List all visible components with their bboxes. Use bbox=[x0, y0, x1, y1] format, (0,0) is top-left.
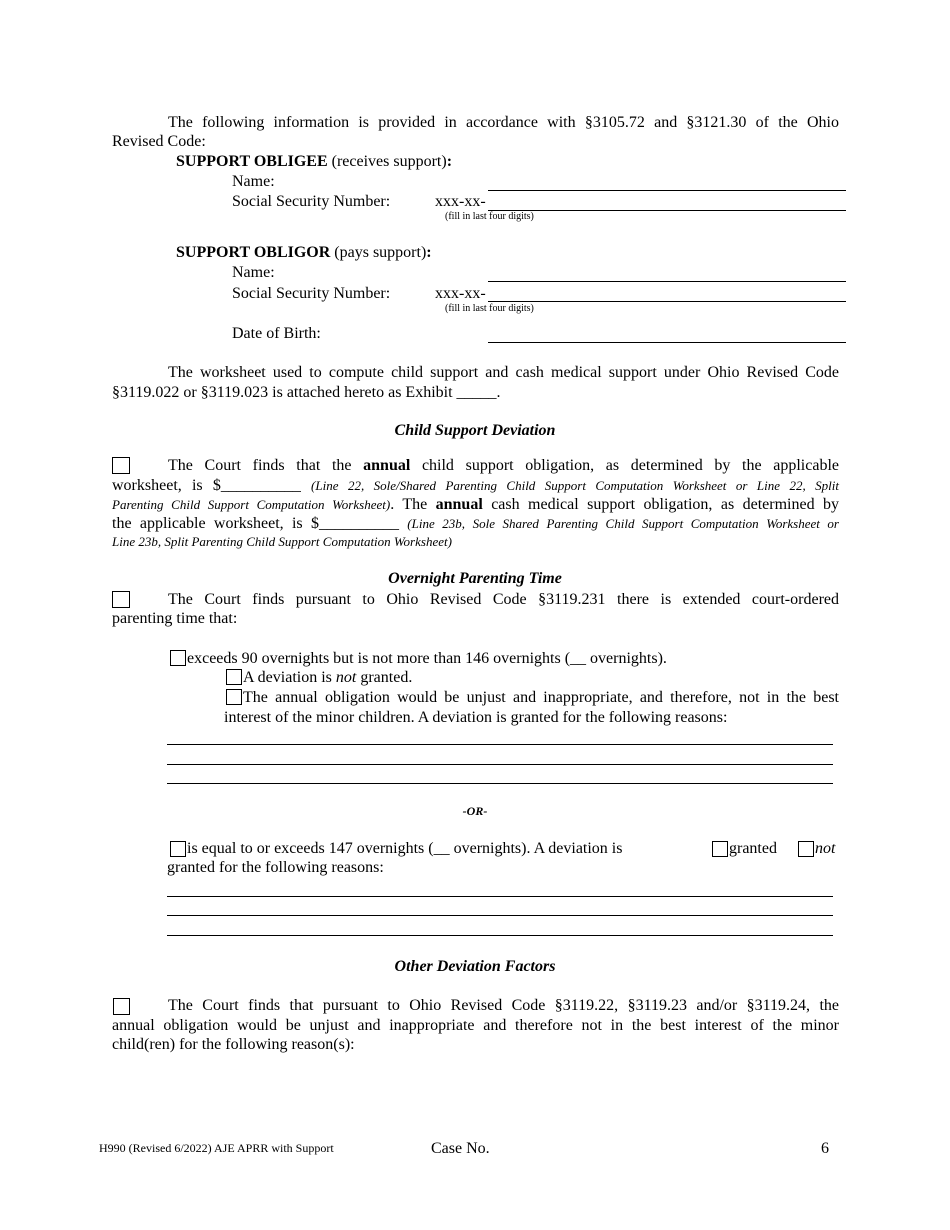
deviation-checkbox[interactable] bbox=[112, 457, 130, 474]
obligor-ssn-field[interactable] bbox=[488, 301, 846, 302]
obligee-ssn-hint: (fill in last four digits) bbox=[445, 211, 534, 222]
deviation-not-granted-checkbox[interactable] bbox=[226, 669, 242, 685]
obligee-name-field[interactable] bbox=[488, 190, 846, 191]
other-line-3: child(ren) for the following reason(s): bbox=[112, 1036, 355, 1053]
other-line-2: annual obligation would be unjust and inappropriate and therefore not in the best interest of the minor bbox=[112, 1017, 839, 1034]
deviation-line-1: The Court finds that the annual child support obligation, as determined by the applicable bbox=[168, 457, 839, 474]
reasons-line-2[interactable] bbox=[167, 764, 833, 765]
form-id: H990 (Revised 6/2022) AJE APRR with Support bbox=[99, 1141, 334, 1155]
overnight-line-1: The Court finds pursuant to Ohio Revised Code §3119.231 there is extended court-ordered bbox=[168, 591, 839, 608]
other-line-1: The Court finds that pursuant to Ohio Revised Code §3119.22, §3119.23 and/or §3119.24, the bbox=[168, 997, 839, 1014]
overnight-147-checkbox[interactable] bbox=[170, 841, 186, 857]
overnight-90-146-label: exceeds 90 overnights but is not more than 146 overnights (__ overnights). bbox=[187, 650, 667, 667]
worksheet-line-1: The worksheet used to compute child support and cash medical support under Ohio Revised Code bbox=[168, 364, 839, 381]
other-heading: Other Deviation Factors bbox=[394, 958, 556, 975]
deviation-line-3: Parenting Child Support Computation Worksheet). The annual cash medical support obligation, as determined by bbox=[112, 496, 839, 513]
overnight-147-label: is equal to or exceeds 147 overnights (__ overnights). A deviation is bbox=[187, 840, 623, 857]
obligee-ssn-field[interactable] bbox=[488, 210, 846, 211]
obligor-dob-label: Date of Birth: bbox=[232, 325, 321, 342]
intro-line-1: The following information is provided in accordance with §3105.72 and §3121.30 of the Ohio bbox=[168, 114, 839, 131]
deviation-heading: Child Support Deviation bbox=[394, 422, 556, 439]
obligor-ssn-hint: (fill in last four digits) bbox=[445, 303, 534, 314]
obligor-name-field[interactable] bbox=[488, 281, 846, 282]
or-separator: -OR- bbox=[462, 804, 488, 818]
obligee-name-label: Name: bbox=[232, 173, 275, 190]
reasons-147-line-3[interactable] bbox=[167, 935, 833, 936]
deviation-line-4: the applicable worksheet, is $__________ (Line 23b, Sole Shared Parenting Child Support Computation Worksheet or bbox=[112, 515, 839, 532]
obligee-heading: SUPPORT OBLIGEE (receives support): bbox=[176, 153, 453, 170]
obligee-ssn-prefix: xxx-xx- bbox=[435, 193, 486, 210]
overnight-line-2: parenting time that: bbox=[112, 610, 238, 627]
other-checkbox[interactable] bbox=[113, 998, 130, 1015]
intro-line-2: Revised Code: bbox=[112, 133, 206, 150]
obligor-heading: SUPPORT OBLIGOR (pays support): bbox=[176, 244, 432, 261]
reasons-line-1[interactable] bbox=[167, 744, 833, 745]
deviation-line-5: Line 23b, Split Parenting Child Support Computation Worksheet) bbox=[112, 534, 452, 549]
reasons-line-3[interactable] bbox=[167, 783, 833, 784]
reasons-147-line-1[interactable] bbox=[167, 896, 833, 897]
obligee-ssn-label: Social Security Number: bbox=[232, 193, 391, 210]
deviation-147-granted-label: granted bbox=[729, 840, 777, 857]
obligor-name-label: Name: bbox=[232, 264, 275, 281]
deviation-not-granted-label: A deviation is not granted. bbox=[243, 669, 413, 686]
overnight-checkbox[interactable] bbox=[112, 591, 130, 608]
obligor-dob-field[interactable] bbox=[488, 342, 846, 343]
deviation-granted-line-2: interest of the minor children. A deviation is granted for the following reasons: bbox=[224, 709, 728, 726]
case-number-label: Case No. bbox=[431, 1140, 490, 1157]
deviation-147-granted-checkbox[interactable] bbox=[712, 841, 728, 857]
obligor-ssn-label: Social Security Number: bbox=[232, 285, 391, 302]
deviation-147-not-label: not bbox=[815, 840, 836, 857]
worksheet-line-2: §3119.022 or §3119.023 is attached hereto as Exhibit _____. bbox=[112, 384, 501, 401]
deviation-147-not-checkbox[interactable] bbox=[798, 841, 814, 857]
overnight-147-line-2: granted for the following reasons: bbox=[167, 859, 384, 876]
overnight-heading: Overnight Parenting Time bbox=[388, 570, 562, 587]
deviation-granted-checkbox[interactable] bbox=[226, 689, 242, 705]
deviation-granted-line-1: The annual obligation would be unjust and inappropriate, and therefore, not in the best bbox=[243, 689, 839, 706]
overnight-90-146-checkbox[interactable] bbox=[170, 650, 186, 666]
obligor-ssn-prefix: xxx-xx- bbox=[435, 285, 486, 302]
deviation-line-2: worksheet, is $__________ (Line 22, Sole/Shared Parenting Child Support Computation Worksheet or Line 22, Split bbox=[112, 477, 839, 494]
reasons-147-line-2[interactable] bbox=[167, 915, 833, 916]
page-number: 6 bbox=[821, 1140, 829, 1157]
